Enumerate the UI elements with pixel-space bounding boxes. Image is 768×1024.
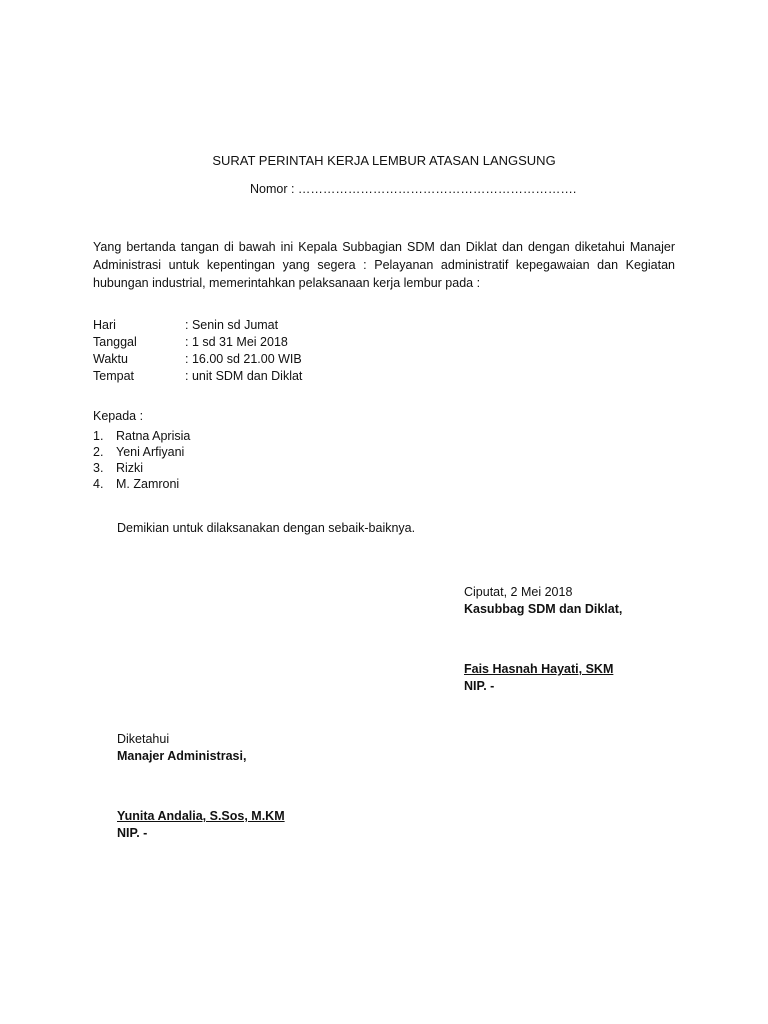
recipient-name: Ratna Aprisia [116, 429, 191, 443]
detail-label: Tempat [93, 369, 134, 383]
list-number: 1. [93, 429, 104, 443]
detail-row-day [93, 317, 302, 334]
list-number: 3. [93, 461, 104, 475]
detail-value: : unit SDM dan Diklat [185, 369, 303, 383]
recipients-heading: Kepada : [93, 409, 144, 423]
detail-value: : Senin sd Jumat [185, 318, 279, 332]
list-item [93, 428, 190, 444]
signer-position: Manajer Administrasi, [117, 749, 247, 763]
signer-nip: NIP. - [464, 679, 495, 693]
list-number: 2. [93, 445, 104, 459]
letter-title: SURAT PERINTAH KERJA LEMBUR ATASAN LANGSUNG [212, 153, 556, 168]
acknowledged-label: Diketahui [117, 732, 170, 746]
signer-nip: NIP. - [117, 826, 148, 840]
place-date: Ciputat, 2 Mei 2018 [464, 585, 573, 599]
detail-value: : 1 sd 31 Mei 2018 [185, 335, 288, 349]
signer-position: Kasubbag SDM dan Diklat, [464, 602, 623, 616]
detail-label: Tanggal [93, 335, 137, 349]
recipient-name: Yeni Arfiyani [116, 445, 185, 459]
signer-name: Yunita Andalia, S.Sos, M.KM [117, 809, 285, 823]
detail-row-date [93, 334, 302, 351]
recipient-name: M. Zamroni [116, 477, 180, 491]
detail-label: Hari [93, 318, 116, 332]
list-item [93, 476, 190, 492]
detail-row-place [93, 368, 302, 385]
detail-row-time [93, 351, 302, 368]
list-number: 4. [93, 477, 104, 491]
overtime-details [93, 317, 302, 385]
recipient-name: Rizki [116, 461, 144, 475]
list-item [93, 460, 190, 476]
signature-block-kasubbag [464, 584, 622, 695]
signer-name: Fais Hasnah Hayati, SKM [464, 662, 614, 676]
recipients-list [93, 428, 190, 492]
body-paragraph: Yang bertanda tangan di bawah ini Kepala Subbagian SDM dan Diklat dan dengan diketahui Manajer Administrasi untuk kepentingan yang segera : Pelayanan administratif kepegawaian dan Kegiatan hubungan industrial, memerintahkan pelaksanaan kerja lembur pada : [93, 240, 675, 290]
closing-sentence: Demikian untuk dilaksanakan dengan sebaik-baiknya. [117, 521, 416, 535]
signature-block-manajer [117, 731, 285, 842]
detail-label: Waktu [93, 352, 128, 366]
letter-number: Nomor : …………………………………………………………. [250, 182, 577, 196]
list-item [93, 444, 190, 460]
detail-value: : 16.00 sd 21.00 WIB [185, 352, 302, 366]
